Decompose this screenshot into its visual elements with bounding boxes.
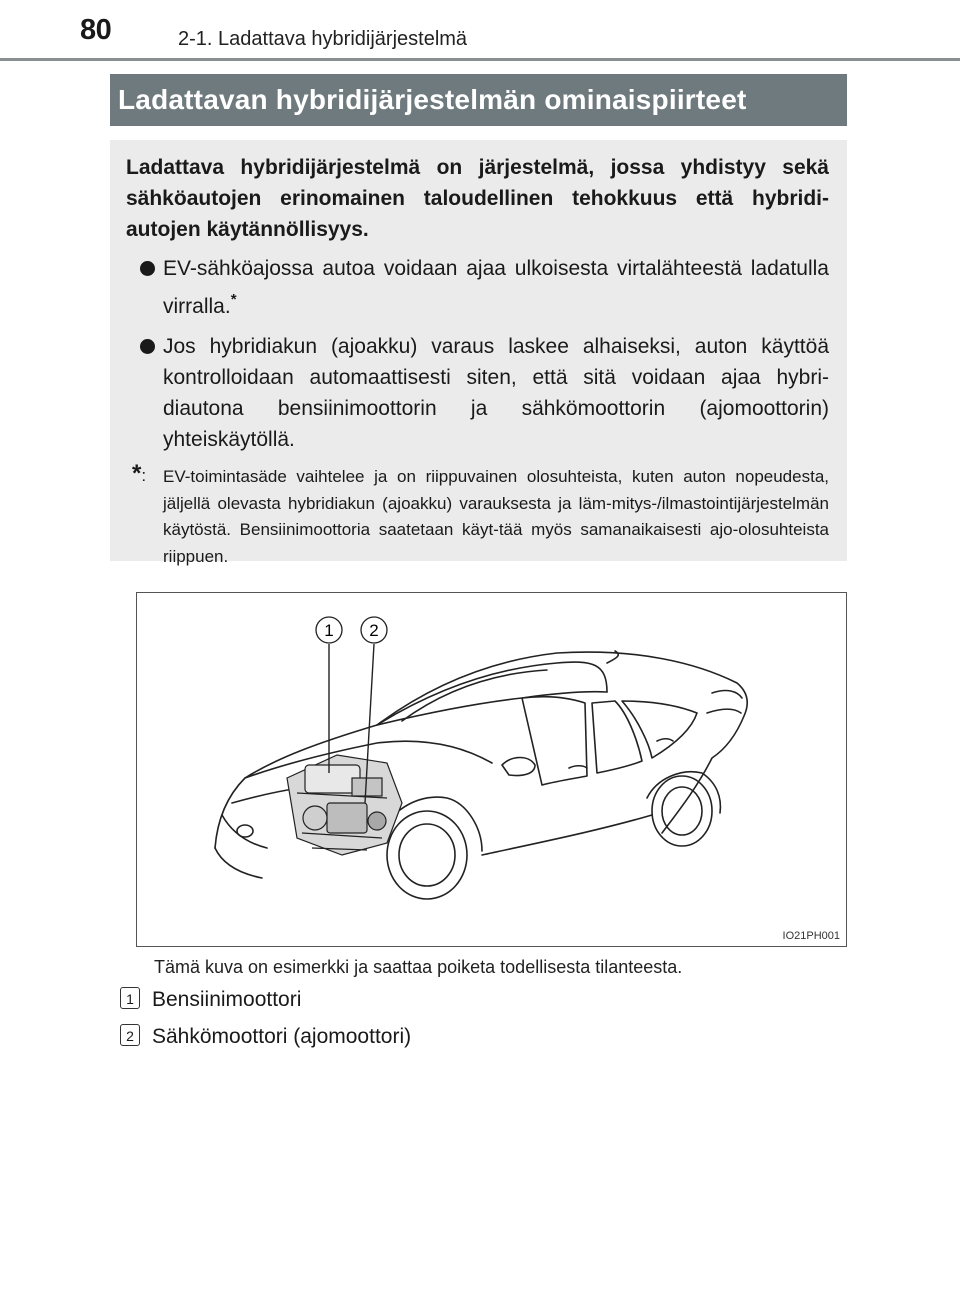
info-box — [110, 140, 847, 566]
bullet-dot-icon — [140, 261, 155, 276]
legend-label: Bensiinimoottori — [152, 988, 302, 1011]
figure-code: IO21PH001 — [782, 930, 840, 942]
bullet-text: Jos hybridiakun (ajoakku) varaus laskee alhaiseksi, auton käyttöä kontrolloidaan automaattisesti siten, että sitä voidaan ajaa hybri-diautona bensiinimoottorin ja sähkömoottorin (ajomoottorin) yhteiskäytöllä. — [163, 335, 829, 451]
footnote-ref: * — [230, 291, 237, 308]
car-drawing — [137, 593, 846, 946]
header-rule — [0, 58, 960, 61]
svg-text:2: 2 — [369, 621, 379, 640]
footnote-marker: *: — [132, 460, 147, 487]
intro-text: Ladattava hybridijärjestelmä on järjestelmä, jossa yhdistyy sekä sähköautojen erinomainen taloudellinen tehokkuus että hybridi-autojen käytännöllisyys. — [126, 156, 829, 241]
footnote-text: EV-toimintasäde vaihtelee ja on riippuvainen olosuhteista, kuten auton nopeudesta, jäljellä olevasta hybridiakun (ajoakku) varauksesta ja läm-mitys-/ilmastointijärjestelmän käytöstä. Bensiinimoottoria saatetaan käyt-tää myös samanaikaisesti ajo-olosuhteista riippuen. — [163, 467, 829, 566]
legend-item — [120, 987, 301, 1012]
svg-text:1: 1 — [324, 621, 334, 640]
bullet-dot-icon — [140, 339, 155, 354]
bullet-text: EV-sähköajossa autoa voidaan ajaa ulkoisesta virtalähteestä ladatulla virralla. — [163, 257, 829, 318]
footnote — [126, 460, 829, 570]
section-title: Ladattavan hybridijärjestelmän ominaispiirteet — [110, 74, 847, 126]
callout-1 — [316, 617, 342, 643]
bullet-list — [126, 253, 829, 455]
legend-label: Sähkömoottori (ajomoottori) — [152, 1025, 412, 1048]
car-illustration — [136, 592, 847, 947]
legend-number: 2 — [120, 1024, 140, 1046]
callout-2 — [361, 617, 387, 643]
bullet-item — [126, 331, 829, 455]
page-header — [0, 0, 960, 62]
figure-caption: Tämä kuva on esimerkki ja saattaa poiketa todellisesta tilanteesta. — [154, 957, 683, 977]
legend-item — [120, 1024, 411, 1049]
page-number: 80 — [80, 14, 112, 46]
legend-number: 1 — [120, 987, 140, 1009]
running-head: 2-1. Ladattava hybridijärjestelmä — [178, 28, 468, 50]
bullet-item — [126, 253, 829, 322]
